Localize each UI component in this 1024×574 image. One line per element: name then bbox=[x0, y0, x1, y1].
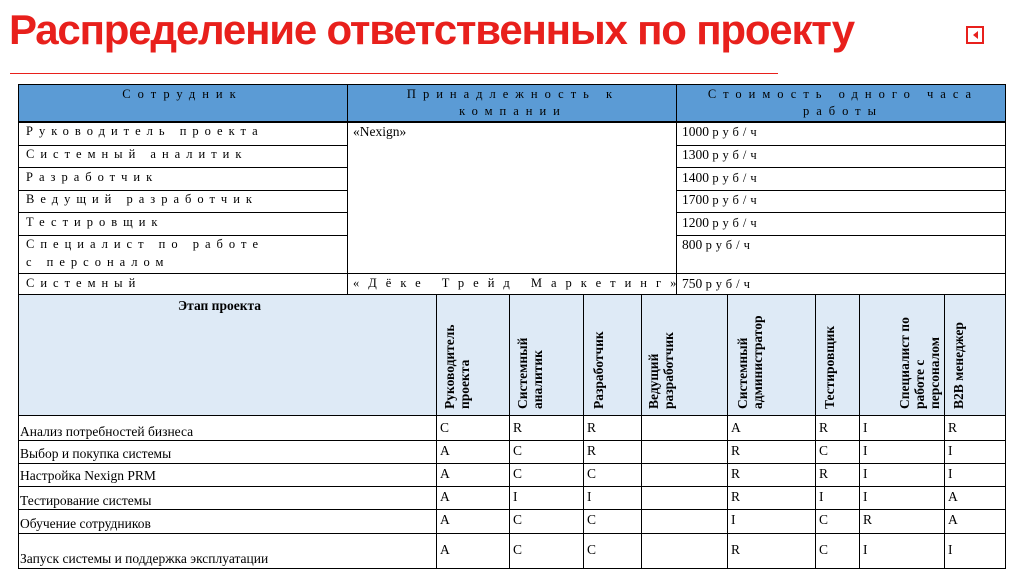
stage-staff-training: Обучение сотрудников bbox=[20, 516, 151, 531]
raci-cell: R bbox=[513, 420, 523, 435]
raci-table bbox=[18, 295, 1006, 569]
role-hr-specialist: Специалист по работе bbox=[26, 237, 264, 251]
stage-launch-support: Запуск системы и поддержка эксплуатации bbox=[20, 551, 269, 566]
col-tester: Тестировщик bbox=[822, 325, 837, 409]
role-lead-developer: Ведущий разработчик bbox=[26, 192, 258, 206]
role-project-manager: Руководитель проекта bbox=[26, 124, 264, 138]
raci-cell: R bbox=[587, 420, 597, 435]
stage-nexign-setup: Настройка Nexign PRM bbox=[20, 468, 156, 483]
raci-cell: R bbox=[731, 443, 741, 458]
col-b2b-manager: B2B менеджер bbox=[951, 322, 966, 409]
raci-cell: I bbox=[819, 489, 824, 504]
raci-cell: C bbox=[819, 542, 829, 557]
col-hr-specialist: Специалист по работе с персоналом bbox=[897, 317, 942, 409]
raci-cell: R bbox=[731, 466, 741, 481]
raci-cell: C bbox=[440, 420, 450, 435]
raci-cell: A bbox=[948, 489, 958, 504]
role-system-analyst: Системный аналитик bbox=[26, 147, 248, 161]
raci-cell: R bbox=[948, 420, 958, 435]
raci-cell: R bbox=[863, 512, 873, 527]
raci-cell: R bbox=[731, 542, 741, 557]
raci-cell: I bbox=[863, 443, 868, 458]
cost-row: 1300 руб/ч bbox=[682, 147, 761, 162]
staff-cost-table bbox=[18, 84, 1006, 295]
cost-row: 1700 руб/ч bbox=[682, 192, 761, 207]
raci-cell: C bbox=[587, 542, 597, 557]
raci-cell: C bbox=[819, 512, 829, 527]
raci-header bbox=[18, 295, 1006, 415]
raci-cell: R bbox=[587, 443, 597, 458]
raci-cell: I bbox=[587, 489, 592, 504]
raci-cell: R bbox=[819, 420, 829, 435]
raci-cell: C bbox=[513, 443, 523, 458]
raci-cell: C bbox=[819, 443, 829, 458]
raci-cell: I bbox=[731, 512, 736, 527]
cost-row: 1000 руб/ч bbox=[682, 124, 761, 139]
header-employee: Сотрудник bbox=[122, 87, 243, 101]
title-underline bbox=[10, 73, 778, 74]
page-title: Распределение ответственных по проекту bbox=[9, 6, 854, 53]
col-lead-developer: Ведущий разработчик bbox=[646, 332, 676, 409]
stage-system-testing: Тестирование системы bbox=[20, 493, 152, 508]
col-system-admin: Системный администратор bbox=[735, 315, 765, 409]
raci-cell: A bbox=[948, 512, 958, 527]
raci-cell: C bbox=[587, 512, 597, 527]
raci-cell: A bbox=[440, 443, 450, 458]
header-company: Принадлежность к компании bbox=[406, 87, 620, 118]
role-system: Системный bbox=[26, 276, 142, 290]
stage-system-selection: Выбор и покупка системы bbox=[20, 446, 172, 461]
raci-cell: I bbox=[948, 542, 953, 557]
role-developer: Разработчик bbox=[26, 170, 159, 184]
cost-row: 800 руб/ч bbox=[682, 237, 754, 252]
col-system-analyst: Системный аналитик bbox=[515, 337, 545, 409]
cost-row: 1200 руб/ч bbox=[682, 215, 761, 230]
raci-cell: C bbox=[513, 542, 523, 557]
raci-cell: A bbox=[440, 466, 450, 481]
back-icon[interactable] bbox=[966, 26, 984, 44]
raci-cell: C bbox=[513, 466, 523, 481]
raci-cell: A bbox=[440, 489, 450, 504]
raci-cell: R bbox=[819, 466, 829, 481]
raci-cell: I bbox=[863, 420, 868, 435]
cost-row: 1400 руб/ч bbox=[682, 170, 761, 185]
raci-cell: C bbox=[587, 466, 597, 481]
company-nexign: «Nexign» bbox=[353, 124, 407, 139]
stage-header: Этап проекта bbox=[178, 298, 262, 313]
company-deke: «Дёке Трейд Маркетинг» bbox=[353, 276, 686, 290]
raci-cell: A bbox=[440, 542, 450, 557]
raci-cell: I bbox=[863, 489, 868, 504]
raci-cell: A bbox=[731, 420, 741, 435]
raci-cell: I bbox=[513, 489, 518, 504]
role-tester: Тестировщик bbox=[26, 215, 164, 229]
role-hr-specialist-cont: с персоналом bbox=[26, 255, 170, 269]
raci-cell: I bbox=[863, 542, 868, 557]
raci-cell: R bbox=[731, 489, 741, 504]
raci-cell: A bbox=[440, 512, 450, 527]
raci-cell: I bbox=[948, 443, 953, 458]
col-developer: Разработчик bbox=[591, 331, 606, 409]
raci-cell: I bbox=[948, 466, 953, 481]
cost-row: 750 руб/ч bbox=[682, 276, 754, 291]
raci-cell: I bbox=[863, 466, 868, 481]
raci-cell: C bbox=[513, 512, 523, 527]
stage-business-analysis: Анализ потребностей бизнеса bbox=[20, 424, 194, 439]
col-project-manager: Руководитель проекта bbox=[442, 324, 472, 409]
header-cost: Стоимость одного часа работы bbox=[707, 87, 979, 118]
